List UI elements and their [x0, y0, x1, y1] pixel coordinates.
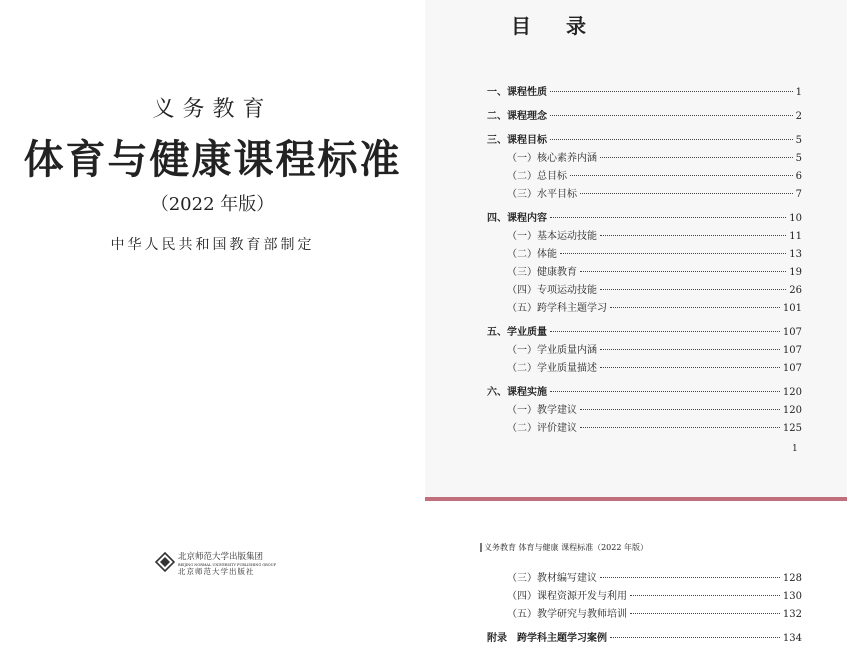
toc-entry-page: 5 — [795, 153, 802, 164]
toc-entry-page: 134 — [782, 633, 802, 644]
toc-leader-dots — [580, 427, 780, 428]
toc-entry-page: 132 — [782, 609, 802, 620]
toc-entry-label: 二、课程理念 — [487, 111, 547, 122]
toc-entry — [487, 150, 802, 168]
toc-leader-dots — [550, 139, 793, 140]
toc-entry-page: 11 — [789, 231, 802, 242]
toc-entry-label: （二）学业质量描述 — [507, 363, 597, 374]
toc-leader-dots — [550, 391, 780, 392]
toc-entry — [487, 246, 802, 264]
toc-leader-dots — [550, 91, 793, 92]
toc-entry — [487, 186, 802, 204]
cover-series: 义务教育 — [152, 97, 273, 122]
toc-entry-label: （三）水平目标 — [507, 189, 577, 200]
toc-entry-page: 120 — [782, 405, 802, 416]
toc-entry-page: 19 — [789, 267, 802, 278]
toc-entry-page: 10 — [789, 213, 802, 224]
toc-entry-page: 101 — [782, 303, 802, 314]
cover-author: 中华人民共和国教育部制定 — [110, 237, 315, 253]
toc-entry-label: （二）总目标 — [507, 171, 567, 182]
toc-entry-page: 120 — [782, 387, 802, 398]
toc-leader-dots — [580, 409, 780, 410]
publisher-logo-icon — [155, 552, 175, 572]
toc-entry — [487, 282, 802, 300]
toc-entry-label: 六、课程实施 — [487, 387, 547, 398]
toc-entry-page: 5 — [795, 135, 802, 146]
toc-entry — [487, 228, 802, 246]
toc-leader-dots — [600, 367, 780, 368]
toc-entry-label: 四、课程内容 — [487, 213, 547, 224]
publisher-press-name: 北京师范大学出版社 — [178, 567, 255, 576]
toc-heading: 目 录 — [511, 14, 600, 38]
toc-entry — [487, 264, 802, 282]
toc-entry-label: （一）基本运动技能 — [507, 231, 597, 242]
toc-entry-label: 附录 跨学科主题学习案例 — [487, 633, 607, 644]
toc-leader-dots — [580, 193, 793, 194]
toc-entry — [487, 384, 802, 402]
publisher-press — [178, 563, 276, 577]
toc-entry-page: 130 — [782, 591, 802, 602]
toc-entry — [487, 588, 802, 606]
toc-entry — [487, 570, 802, 588]
toc-leader-dots — [600, 577, 780, 578]
publisher-name-cn: 北京师范大学出版集团 — [178, 552, 264, 562]
toc-leader-dots — [560, 253, 786, 254]
toc-entry — [487, 132, 802, 150]
toc-entry-page: 125 — [782, 423, 802, 434]
toc-entry-page: 107 — [782, 327, 802, 338]
toc-entry — [487, 324, 802, 342]
toc-entry-label: （三）教材编写建议 — [507, 573, 597, 584]
toc-entry — [487, 210, 802, 228]
toc-entry-label: （四）课程资源开发与利用 — [507, 591, 627, 602]
running-head: 义务教育 体育与健康 课程标准（2022 年版） — [484, 543, 648, 552]
toc-entry-page: 13 — [789, 249, 802, 260]
toc-leader-dots — [610, 637, 780, 638]
toc-entry — [487, 420, 802, 438]
toc-leader-dots — [550, 217, 786, 218]
toc-leader-dots — [630, 613, 780, 614]
toc-leader-dots — [600, 349, 780, 350]
toc-entry-page: 26 — [789, 285, 802, 296]
toc-entry-label: 一、课程性质 — [487, 87, 547, 98]
toc-list-2 — [487, 570, 802, 648]
toc-entry — [487, 342, 802, 360]
toc-entry-label: 三、课程目标 — [487, 135, 547, 146]
toc-list — [487, 78, 802, 438]
toc-entry-page: 107 — [782, 363, 802, 374]
toc-leader-dots — [550, 115, 793, 116]
cover-edition: （2022 年版） — [150, 194, 275, 215]
toc-leader-dots — [630, 595, 780, 596]
toc-entry — [487, 402, 802, 420]
toc-entry-page: 128 — [782, 573, 802, 584]
toc-entry — [487, 630, 802, 648]
toc-entry-label: 五、学业质量 — [487, 327, 547, 338]
toc-entry-label: （五）教学研究与教师培训 — [507, 609, 627, 620]
toc-entry-label: （二）评价建议 — [507, 423, 577, 434]
cover-title: 体育与健康课程标准 — [23, 136, 402, 183]
toc-entry — [487, 84, 802, 102]
toc-entry-page: 1 — [795, 87, 802, 98]
toc-entry-label: （四）专项运动技能 — [507, 285, 597, 296]
toc-entry-label: （二）体能 — [507, 249, 557, 260]
publisher-name — [178, 552, 263, 563]
toc-entry — [487, 300, 802, 318]
toc-leader-dots — [580, 271, 786, 272]
running-head-bar — [480, 543, 482, 552]
toc-entry-label: （三）健康教育 — [507, 267, 577, 278]
toc-entry — [487, 360, 802, 378]
toc-leader-dots — [600, 289, 786, 290]
publisher-name-en: BEIJING NORMAL UNIVERSITY PUBLISHING GROUP — [178, 563, 276, 567]
toc-entry-page: 107 — [782, 345, 802, 356]
toc-entry-page: 6 — [795, 171, 802, 182]
toc-leader-dots — [610, 307, 780, 308]
toc-entry-label: （一）核心素养内涵 — [507, 153, 597, 164]
toc-entry-label: （一）学业质量内涵 — [507, 345, 597, 356]
toc-leader-dots — [570, 175, 793, 176]
toc-entry-label: （五）跨学科主题学习 — [507, 303, 607, 314]
toc-entry-page: 7 — [795, 189, 802, 200]
toc-entry — [487, 606, 802, 624]
page-number: 1 — [792, 444, 798, 454]
toc-entry — [487, 108, 802, 126]
toc-leader-dots — [600, 235, 786, 236]
toc-entry-label: （一）教学建议 — [507, 405, 577, 416]
toc-leader-dots — [600, 157, 793, 158]
toc-leader-dots — [550, 331, 780, 332]
toc-entry — [487, 168, 802, 186]
toc-entry-page: 2 — [795, 111, 802, 122]
